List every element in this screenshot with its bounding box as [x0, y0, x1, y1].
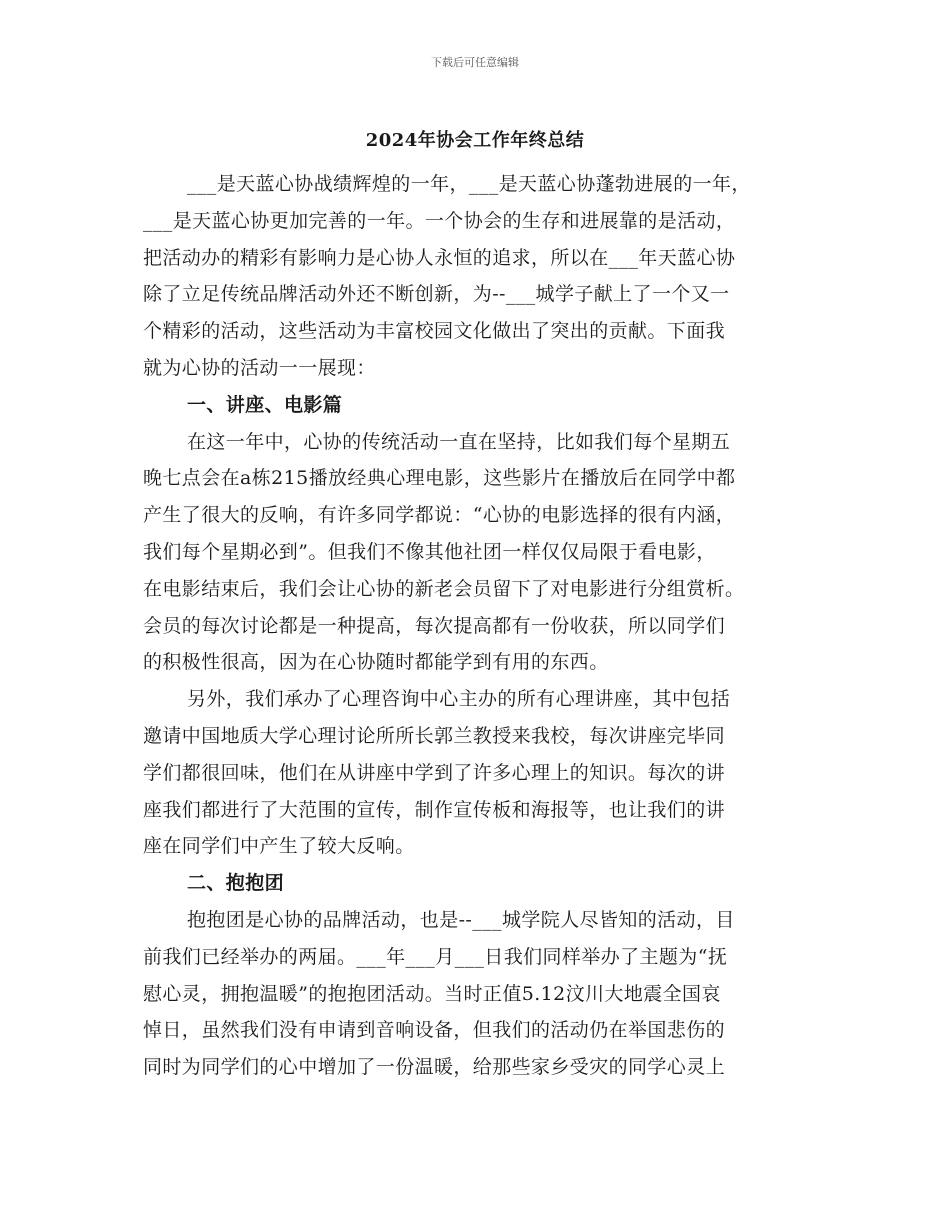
text-line: 座在同学们中产生了较大反响。 [143, 835, 415, 858]
text-line: 把活动办的精彩有影响力是心协人永恒的追求，所以在___年天蓝心协 [143, 246, 736, 269]
text-line: ___是天蓝心协战绩辉煌的一年，___是天蓝心协蓬勃进展的一年， [187, 173, 751, 195]
text-line: 悼日，虽然我们没有申请到音响设备，但我们的活动仍在举国悲伤的 [143, 1019, 726, 1042]
text-line: 产生了很大的反响，有许多同学都说：“心协的电影选择的很有内涵， [143, 504, 736, 527]
text-line: 个精彩的活动，这些活动为丰富校园文化做出了突出的贡献。下面我 [143, 320, 726, 343]
text-line: 就为心协的活动一一展现： [143, 356, 376, 379]
text-line: 前我们已经举办的两届。___年___月___日我们同样举办了主题为“抚 [143, 945, 728, 968]
header-note: 下载后可任意编辑 [431, 56, 519, 69]
text-line: 在这一年中，心协的传统活动一直在坚持，比如我们每个星期五 [187, 430, 731, 453]
text-line: 晚七点会在a栋215播放经典心理电影，这些影片在播放后在同学中都 [143, 467, 736, 490]
section-heading: 二、抱抱团 [187, 872, 285, 895]
document-body [143, 166, 833, 1086]
text-line: 学们都很回味，他们在从讲座中学到了许多心理上的知识。每次的讲 [143, 761, 726, 784]
text-line: ___是天蓝心协更加完善的一年。一个协会的生存和进展靠的是活动， [143, 209, 736, 232]
text-line: 另外，我们承办了心理咨询中心主办的所有心理讲座，其中包括 [187, 688, 731, 711]
text-line: 座我们都进行了大范围的宣传，制作宣传板和海报等，也让我们的讲 [143, 798, 726, 821]
document-title: 2024年协会工作年终总结 [365, 130, 585, 151]
text-line: 会员的每次讨论都是一种提高，每次提高都有一份收获，所以同学们 [143, 614, 726, 637]
text-line: 的积极性很高，因为在心协随时都能学到有用的东西。 [143, 651, 609, 674]
text-line: 慰心灵，拥抱温暖”的抱抱团活动。当时正值5.12汶川大地震全国哀 [143, 982, 721, 1005]
text-line: 在电影结束后，我们会让心协的新老会员留下了对电影进行分组赏析。 [143, 577, 745, 600]
text-line: 除了立足传统品牌活动外还不断创新，为--___城学子献上了一个又一 [143, 283, 730, 306]
text-line: 邀请中国地质大学心理讨论所所长郭兰教授来我校，每次讲座完毕同 [143, 724, 726, 747]
section-heading: 一、讲座、电影篇 [187, 393, 343, 416]
text-line: 同时为同学们的心中增加了一份温暖，给那些家乡受灾的同学心灵上 [143, 1056, 726, 1079]
text-line: 抱抱团是心协的品牌活动，也是--___城学院人尽皆知的活动，目 [187, 908, 735, 931]
text-line: 我们每个星期必到”。但我们不像其他社团一样仅仅局限于看电影， [143, 540, 716, 563]
